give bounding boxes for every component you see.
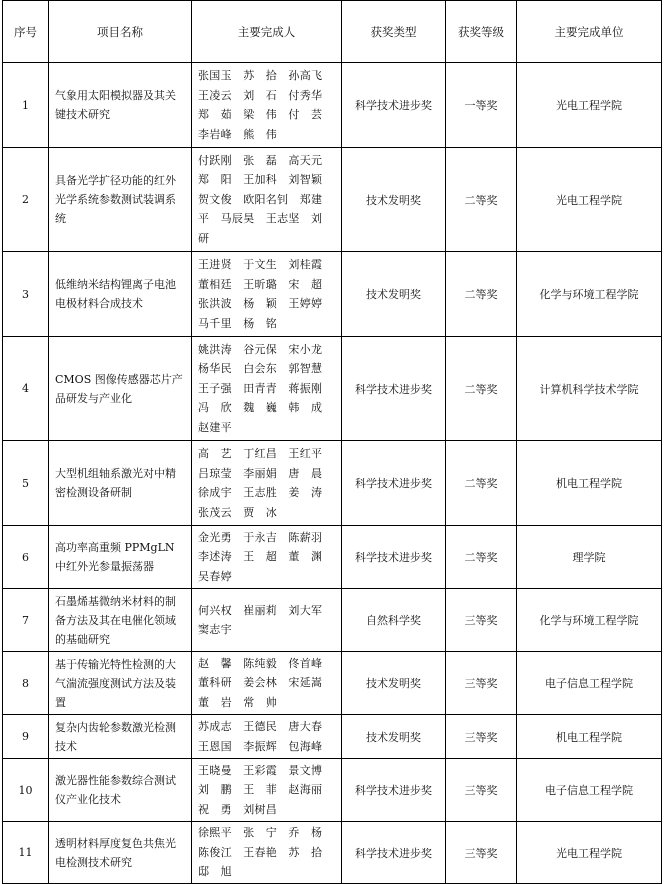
completing-unit: 光电工程学院: [517, 822, 662, 884]
header-unit: 主要完成单位: [517, 1, 662, 63]
completers-line: 付跃刚 张 磊 高天元: [198, 153, 323, 167]
award-level: 三等奖: [446, 822, 517, 884]
row-number: 5: [3, 441, 49, 526]
award-type: 技术发明奖: [342, 252, 446, 337]
completers-line: 高 艺 丁红昌 王红平: [198, 447, 323, 460]
award-level: 二等奖: [446, 148, 517, 252]
completers-cell: [192, 715, 342, 759]
table-row: [3, 652, 662, 715]
completers-line: 研: [198, 231, 210, 245]
award-level: 三等奖: [446, 589, 517, 652]
completers-cell: [192, 63, 342, 148]
completers-line: 祝 勇 刘树昌: [198, 802, 278, 816]
table-row: [3, 759, 662, 822]
completers-cell: [192, 652, 342, 715]
completers-line: 窦志宇: [198, 623, 232, 636]
completers-line: 马千里 杨 铭: [198, 316, 278, 330]
project-name: 具备光学扩径功能的红外光学系统参数测试装调系统: [49, 148, 192, 252]
completers-line: 张国玉 苏 拾 孙高飞: [198, 69, 323, 82]
completers-line: 赵建平: [198, 420, 232, 434]
completers-line: 徐成宇 王志胜 姜 涛: [198, 486, 323, 499]
award-type: 自然科学奖: [342, 589, 446, 652]
completers-line: 吴春婷: [198, 569, 232, 583]
completers-line: 贺文俊 欧阳名钊 郑建: [198, 192, 323, 206]
award-type: 科学技术进步奖: [342, 759, 446, 822]
completers-line: 董科研 姜会林 宋延嵩: [198, 676, 323, 690]
completers-line: 徐熙平 张 宁 乔 杨: [198, 826, 323, 840]
table-row: [3, 337, 662, 441]
row-number: 3: [3, 252, 49, 337]
row-number: 11: [3, 822, 49, 884]
project-name: 气象用太阳模拟器及其关键技术研究: [49, 63, 192, 148]
table-row: [3, 589, 662, 652]
award-level: 二等奖: [446, 252, 517, 337]
completing-unit: 理学院: [517, 526, 662, 589]
header-level: 获奖等级: [446, 1, 517, 63]
award-level: 三等奖: [446, 652, 517, 715]
award-level: 一等奖: [446, 63, 517, 148]
completing-unit: 化学与环境工程学院: [517, 252, 662, 337]
completers-line: 姚洪涛 谷元保 宋小龙: [198, 342, 323, 356]
completers-line: 李述涛 王 超 董 渊: [198, 550, 323, 564]
completers-line: 邸 旭: [198, 865, 232, 879]
completers-cell: [192, 759, 342, 822]
award-level: 三等奖: [446, 715, 517, 759]
row-number: 4: [3, 337, 49, 441]
completing-unit: 光电工程学院: [517, 148, 662, 252]
award-type: 技术发明奖: [342, 715, 446, 759]
completing-unit: 机电工程学院: [517, 441, 662, 526]
header-type: 获奖类型: [342, 1, 446, 63]
row-number: 2: [3, 148, 49, 252]
completers-line: 吕琼莹 李丽娟 唐 晨: [198, 466, 323, 480]
table-row: [3, 822, 662, 884]
project-name: 复杂内齿轮参数激光检测技术: [49, 715, 192, 759]
completers-line: 平 马辰昊 王志坚 刘: [198, 212, 323, 226]
completing-unit: 计算机科学技术学院: [517, 337, 662, 441]
completers-line: 王凌云 刘 石 付秀华: [198, 88, 323, 102]
completers-line: 冯 欣 魏 巍 韩 成: [198, 401, 323, 415]
completers-line: 赵 馨 陈纯毅 佟首峰: [198, 656, 323, 670]
completing-unit: 电子信息工程学院: [517, 759, 662, 822]
award-type: 科学技术进步奖: [342, 822, 446, 884]
award-type: 技术发明奖: [342, 652, 446, 715]
project-name: 高功率高重频 PPMgLN 中红外光参量振荡器: [49, 526, 192, 589]
header-people: 主要完成人: [192, 1, 342, 63]
table-row: [3, 252, 662, 337]
award-type: 科学技术进步奖: [342, 63, 446, 148]
completers-line: 苏成志 王德民 唐大春: [198, 720, 323, 733]
completers-line: 董 岩 常 帅: [198, 695, 278, 709]
table-row: [3, 148, 662, 252]
project-name: 低维纳米结构锂离子电池电极材料合成技术: [49, 252, 192, 337]
completers-line: 董相廷 王昕璐 宋 超: [198, 277, 323, 291]
completers-line: 王晓曼 王彩霞 景文博: [198, 763, 323, 777]
completers-line: 郑 茹 梁 伟 付 芸: [198, 108, 323, 121]
completers-cell: [192, 148, 342, 252]
project-name: 石墨烯基微纳米材料的制备方法及其在电催化领域的基础研究: [49, 589, 192, 652]
row-number: 1: [3, 63, 49, 148]
award-type: 科学技术进步奖: [342, 337, 446, 441]
completers-line: 郑 阳 王加科 刘智颖: [198, 173, 323, 187]
table-row: [3, 715, 662, 759]
award-type: 科学技术进步奖: [342, 441, 446, 526]
completers-line: 张茂云 贾 冰: [198, 505, 278, 519]
row-number: 6: [3, 526, 49, 589]
completers-cell: [192, 337, 342, 441]
completers-line: 何兴权 崔丽莉 刘大军: [198, 603, 323, 617]
award-level: 三等奖: [446, 759, 517, 822]
table-row: [3, 441, 662, 526]
project-name: 大型机组轴系激光对中精密检测设备研制: [49, 441, 192, 526]
completers-cell: [192, 252, 342, 337]
header-name: 项目名称: [49, 1, 192, 63]
award-type: 科学技术进步奖: [342, 526, 446, 589]
completers-line: 张洪波 杨 颖 王婷婷: [198, 297, 323, 310]
row-number: 8: [3, 652, 49, 715]
completers-cell: [192, 441, 342, 526]
award-level: 二等奖: [446, 337, 517, 441]
completers-cell: [192, 822, 342, 884]
project-name: 基于传输光特性检测的大气湍流强度测试方法及装置: [49, 652, 192, 715]
table-row: [3, 63, 662, 148]
completers-line: 王进贤 于文生 刘桂霞: [198, 258, 323, 271]
completers-line: 王恩国 李振辉 包海峰: [198, 739, 323, 753]
row-number: 9: [3, 715, 49, 759]
completers-cell: [192, 589, 342, 652]
completers-line: 金光勇 于永吉 陈薪羽: [198, 530, 323, 544]
project-name: 透明材料厚度复色共焦光电检测技术研究: [49, 822, 192, 884]
completers-line: 杨华民 白会东 郭智慧: [198, 362, 323, 376]
award-type: 技术发明奖: [342, 148, 446, 252]
row-number: 7: [3, 589, 49, 652]
project-name: CMOS 图像传感器芯片产品研发与产业化: [49, 337, 192, 441]
awards-table-body: [3, 63, 662, 884]
award-level: 二等奖: [446, 441, 517, 526]
project-name: 激光器性能参数综合测试仪产业化技术: [49, 759, 192, 822]
row-number: 10: [3, 759, 49, 822]
completers-line: 王子强 田青青 蒋振刚: [198, 381, 323, 395]
award-level: 二等奖: [446, 526, 517, 589]
completers-line: 刘 鹏 王 菲 赵海丽: [198, 783, 323, 797]
completing-unit: 化学与环境工程学院: [517, 589, 662, 652]
completers-line: 陈俊江 王春艳 苏 拾: [198, 845, 323, 859]
awards-table: [2, 0, 662, 884]
header-no: 序号: [3, 1, 49, 63]
header-row: [3, 1, 662, 63]
table-row: [3, 526, 662, 589]
completing-unit: 电子信息工程学院: [517, 652, 662, 715]
completing-unit: 机电工程学院: [517, 715, 662, 759]
completers-cell: [192, 526, 342, 589]
completing-unit: 光电工程学院: [517, 63, 662, 148]
completers-line: 李岩峰 熊 伟: [198, 127, 278, 141]
